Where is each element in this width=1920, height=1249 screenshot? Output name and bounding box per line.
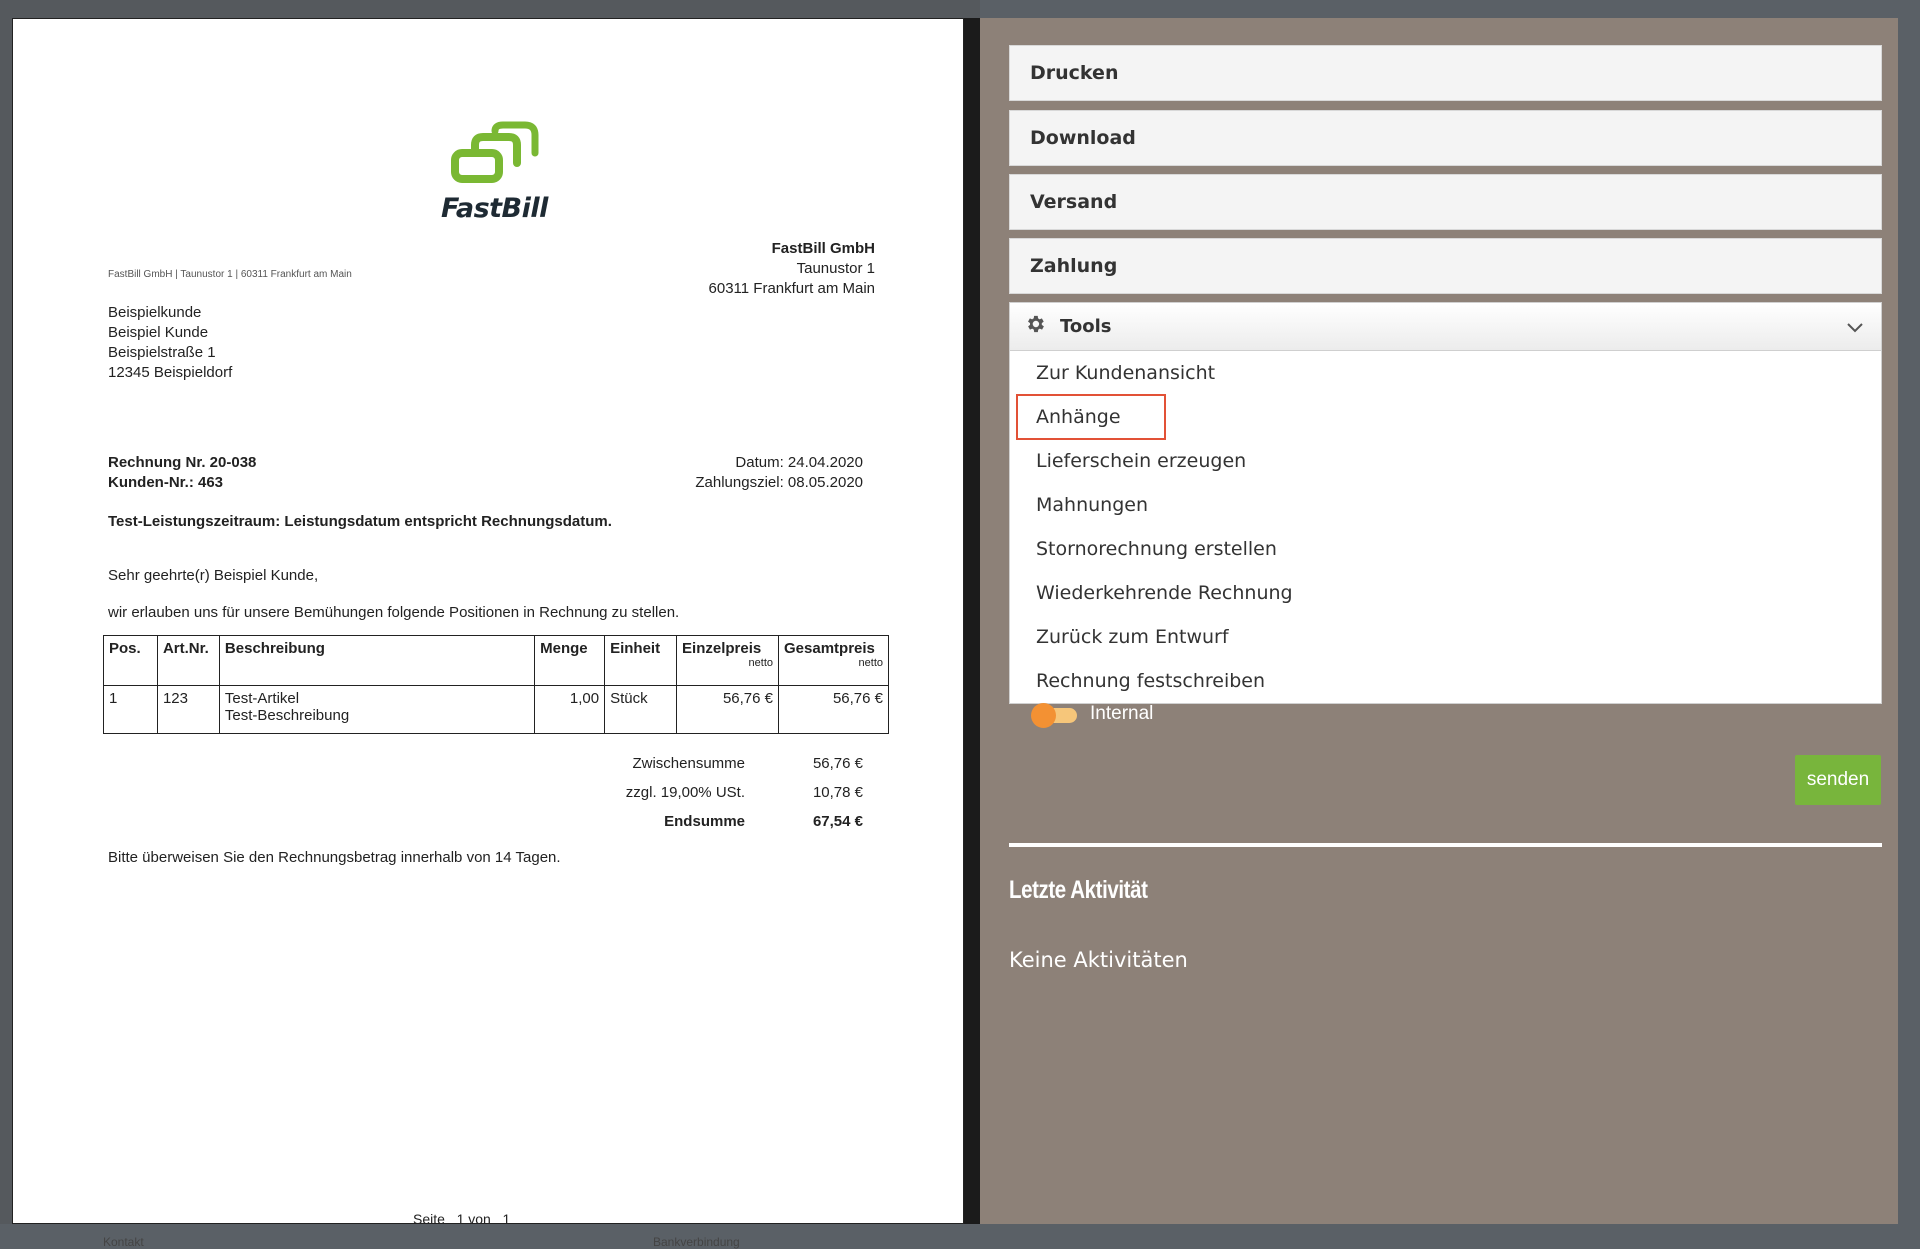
- company-street: Taunustor 1: [796, 260, 875, 277]
- total-value: 67,54 €: [812, 813, 863, 830]
- header-gesamt: [779, 636, 889, 686]
- fastbill-logo: [441, 123, 591, 224]
- intro-text: wir erlauben uns für unsere Bemühungen folgende Positionen in Rechnung zu stellen.: [108, 604, 680, 621]
- footer-contact: Kontakt: [103, 1235, 144, 1249]
- sender-line: FastBill GmbH | Taunustor 1 | 60311 Frankfurt am Main: [108, 269, 352, 280]
- tools-header[interactable]: [1010, 303, 1881, 351]
- items-table: [103, 635, 889, 734]
- send-button[interactable]: senden: [1795, 755, 1881, 805]
- company-address: [709, 239, 875, 299]
- totals: [573, 755, 891, 842]
- menu-item-delivery-note[interactable]: Lieferschein erzeugen: [1036, 450, 1247, 472]
- tax-row: [573, 784, 891, 813]
- tax-label: zzgl. 19,00% USt.: [625, 784, 745, 801]
- header-desc: Beschreibung: [219, 636, 534, 686]
- menu-item-attachments[interactable]: Anhänge: [1036, 406, 1121, 428]
- recipient-line: Beispiel Kunde: [108, 324, 209, 341]
- cell-pos: 1: [104, 686, 158, 734]
- sidebar-top-strip: [980, 0, 1920, 18]
- internal-toggle-label: Internal: [1090, 703, 1154, 724]
- cell-desc-title: Test-Artikel: [224, 690, 300, 707]
- activity-empty: Keine Aktivitäten: [1009, 948, 1188, 972]
- internal-toggle[interactable]: [1031, 703, 1079, 727]
- payment-note: Bitte überweisen Sie den Rechnungsbetrag innerhalb von 14 Tagen.: [108, 849, 561, 866]
- company-city: 60311 Frankfurt am Main: [708, 280, 875, 297]
- gear-icon: [1024, 313, 1046, 340]
- menu-item-cancellation[interactable]: Stornorechnung erstellen: [1036, 538, 1277, 560]
- customer-number: Kunden-Nr.: 463: [108, 474, 224, 491]
- sidebar: [980, 0, 1920, 1224]
- table-header-row: [104, 636, 889, 686]
- menu-item-recurring[interactable]: Wiederkehrende Rechnung: [1036, 582, 1293, 604]
- tools-dropdown: [1009, 302, 1882, 704]
- header-gesamt-label: Gesamtpreis: [784, 640, 875, 657]
- cell-einzel: 56,76 €: [677, 686, 779, 734]
- print-button[interactable]: Drucken: [1009, 45, 1882, 101]
- recipient-address: [108, 303, 232, 383]
- toggle-knob: [1031, 703, 1056, 728]
- activity-title: Letzte Aktivität: [1009, 876, 1148, 904]
- download-button[interactable]: Download: [1009, 110, 1882, 166]
- header-einzel: [677, 636, 779, 686]
- fastbill-logo-icon: [451, 123, 543, 189]
- invoice-page: [12, 18, 964, 1249]
- footer-bank: Bankverbindung: [653, 1235, 740, 1249]
- total-row: [573, 813, 891, 842]
- logo-text: FastBill: [441, 193, 548, 224]
- table-row: [104, 686, 889, 734]
- invoice-ids: [108, 453, 256, 493]
- cell-art: 123: [157, 686, 219, 734]
- subtotal-row: [573, 755, 891, 784]
- subtotal-value: 56,76 €: [812, 755, 863, 772]
- recipient-line: Beispielkunde: [108, 304, 202, 321]
- menu-item-customer-view[interactable]: Zur Kundenansicht: [1036, 362, 1216, 384]
- header-pos: Pos.: [104, 636, 158, 686]
- invoice-dates: [695, 453, 863, 493]
- header-menge: Menge: [535, 636, 605, 686]
- header-gesamt-netto: netto: [858, 657, 883, 669]
- invoice-due: Zahlungsziel: 08.05.2020: [695, 474, 863, 491]
- chevron-down-icon: [1845, 317, 1865, 342]
- divider: [1009, 843, 1882, 847]
- greeting: Sehr geehrte(r) Beispiel Kunde,: [108, 567, 319, 584]
- header-einheit: Einheit: [605, 636, 677, 686]
- cell-desc-sub: Test-Beschreibung: [224, 707, 350, 724]
- tools-title: Tools: [1060, 316, 1112, 337]
- invoice-date: Datum: 24.04.2020: [735, 454, 863, 471]
- header-art: Art.Nr.: [157, 636, 219, 686]
- menu-item-finalize[interactable]: Rechnung festschreiben: [1036, 670, 1266, 692]
- header-einzel-netto: netto: [748, 657, 773, 669]
- sidebar-right-edge: [1898, 0, 1920, 1224]
- service-period: Test-Leistungszeitraum: Leistungsdatum entspricht Rechnungsdatum.: [108, 513, 612, 530]
- menu-item-reminders[interactable]: Mahnungen: [1036, 494, 1148, 516]
- shipping-button[interactable]: Versand: [1009, 174, 1882, 230]
- total-label: Endsumme: [664, 813, 745, 830]
- viewer-scrollbar[interactable]: [964, 18, 980, 1224]
- cell-gesamt: 56,76 €: [779, 686, 889, 734]
- company-name: FastBill GmbH: [771, 240, 875, 257]
- tax-value: 10,78 €: [812, 784, 863, 801]
- cell-desc: [219, 686, 534, 734]
- invoice-number: Rechnung Nr. 20-038: [108, 454, 257, 471]
- menu-item-back-to-draft[interactable]: Zurück zum Entwurf: [1036, 626, 1229, 648]
- recipient-line: 12345 Beispieldorf: [108, 364, 233, 381]
- header-einzel-label: Einzelpreis: [682, 640, 762, 657]
- cell-einheit: Stück: [605, 686, 677, 734]
- page-indicator: Seite 1 von 1: [413, 1211, 511, 1227]
- subtotal-label: Zwischensumme: [632, 755, 745, 772]
- cell-menge: 1,00: [535, 686, 605, 734]
- payment-button[interactable]: Zahlung: [1009, 238, 1882, 294]
- recipient-line: Beispielstraße 1: [108, 344, 216, 361]
